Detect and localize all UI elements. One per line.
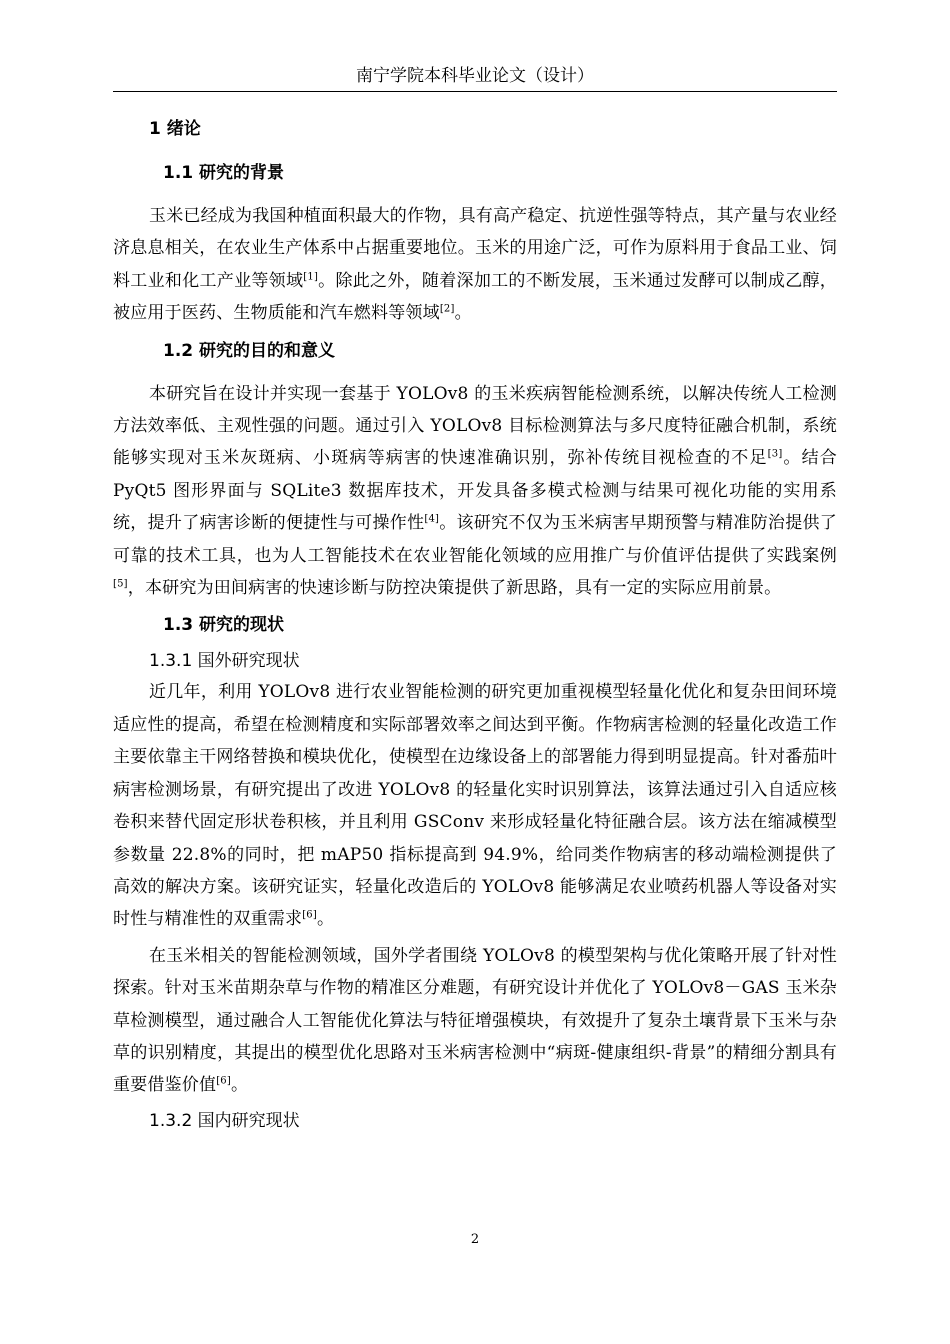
section-heading-1-1: 1.1 研究的背景 (163, 163, 285, 183)
text-run: 。 (316, 909, 335, 930)
text-run: ，本研究为田间病害的快速诊断与防控决策提供了新思路，具有一定的实际应用前景。 (127, 578, 782, 599)
page-number: 2 (470, 1232, 480, 1247)
paragraph-foreign-2 (113, 940, 837, 1102)
subsection-heading-1-3-2: 1.3.2 国内研究现状 (149, 1110, 300, 1131)
citation: [4] (424, 513, 440, 525)
text-run: 。除此之外，随着深加工的不断发展，玉米通过发酵可以制成乙醇，被应用于医药、生物质能和汽车燃料等领域 (113, 270, 837, 324)
citation: [5] (113, 578, 128, 590)
text-run: 玉米已经成为我国种植面积最大的作物，具有高产稳定、抗逆性强等特点，其产量与农业经济息息相关，在农业生产体系中占据重要地位。玉米的用途广泛，可作为原料用于食品工业、饲料工业和化工产业等领域 (113, 206, 837, 291)
chapter-heading: 1 绪论 (149, 119, 201, 139)
section-heading-1-3: 1.3 研究的现状 (163, 615, 285, 636)
paragraph-purpose (113, 378, 837, 605)
citation: [3] (767, 448, 783, 460)
text-run: 。结合 PyQt5 图形界面与 SQLite3 数据库技术，开发具备多模式检测与结果可视化功能的实用系统，提升了病害诊断的便捷性与可操作性 (113, 448, 837, 534)
text-run: 本研究旨在设计并实现一套基于 YOLOv8 的玉米疾病智能检测系统，以解决传统人工检测方法效率低、主观性强的问题。通过引入 YOLOv8 目标检测算法与多尺度特征融合机制，系统能够实现对玉米灰斑病、小斑病等病害的快速准确识别，弥补传统目视检查的不足 (113, 383, 837, 469)
running-header: 南宁学院本科毕业论文（设计） (113, 63, 837, 92)
citation: [6] (302, 909, 317, 921)
text-run: 。 (454, 303, 472, 324)
text-run: 在玉米相关的智能检测领域，国外学者围绕 YOLOv8 的模型架构与优化策略开展了针对性探索。针对玉米苗期杂草与作物的精准区分难题，有研究设计并优化了 YOLOv8－GAS 玉米杂草检测模型，通过融合人工智能优化算法与特征增强模块，有效提升了复杂土壤背景下玉米与杂草的识别精度，其提出的模型优化思路对玉米病害检测中“病斑-健康组织-背景”的精细分割具有重要借鉴价值 (113, 945, 837, 1096)
paragraph-background (113, 200, 837, 330)
citation: [2] (439, 303, 455, 315)
section-heading-1-2: 1.2 研究的目的和意义 (163, 340, 336, 361)
citation: [6] (216, 1075, 231, 1087)
text-run: 近几年，利用 YOLOv8 进行农业智能检测的研究更加重视模型轻量化优化和复杂田间环境适应性的提高，希望在检测精度和实际部署效率之间达到平衡。作物病害检测的轻量化改造工作主要依靠主干网络替换和模块优化，使模型在边缘设备上的部署能力得到明显提高。针对番茄叶病害检测场景，有研究提出了改进 YOLOv8 的轻量化实时识别算法，该算法通过引入自适应核卷积来替代固定形状卷积核，并且利用 GSConv 来形成轻量化特征融合层。该方法在缩减模型参数量 22.8%的同时，把 mAP50 指标提高到 94.9%，给同类作物病害的移动端检测提供了高效的解决方案。该研究证实，轻量化改造后的 YOLOv8 能够满足农业喷药机器人等设备对实时性与精准性的双重需求 (113, 682, 837, 930)
text-run: 。该研究不仅为玉米病害早期预警与精准防治提供了可靠的技术工具，也为人工智能技术在农业智能化领域的应用推广与价值评估提供了实践案例 (113, 513, 837, 566)
citation: [1] (303, 271, 319, 283)
subsection-heading-1-3-1: 1.3.1 国外研究现状 (149, 651, 300, 672)
paragraph-foreign-1 (113, 676, 837, 935)
text-run: 。 (230, 1075, 249, 1096)
body-text (113, 114, 837, 1136)
